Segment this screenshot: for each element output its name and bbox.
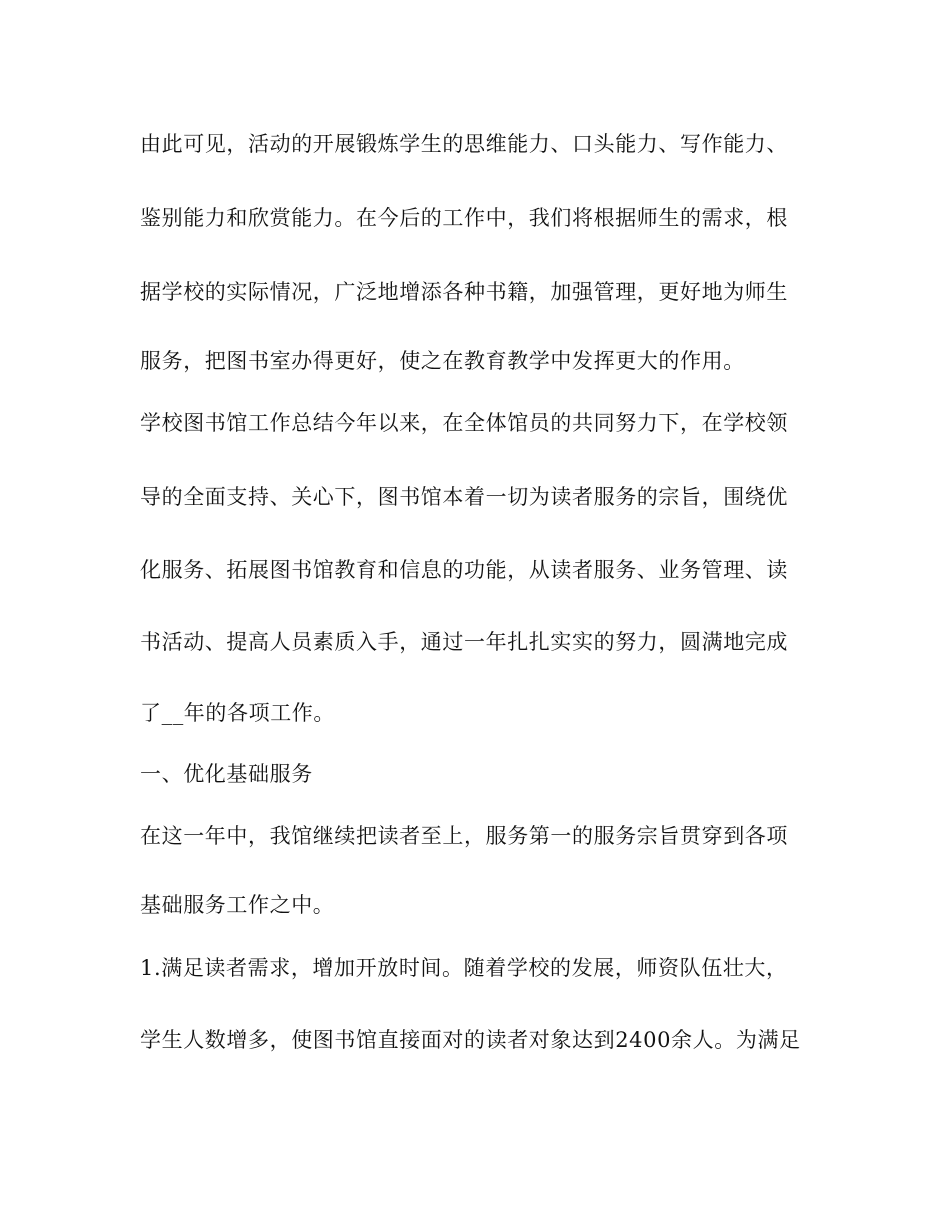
text-line: 据学校的实际情况，广泛地增添各种书籍，加强管理，更好地为师生 [140, 280, 788, 304]
text-line: 在这一年中，我馆继续把读者至上，服务第一的服务宗旨贯穿到各项 [140, 824, 788, 848]
text-line: 化服务、拓展图书馆教育和信息的功能，从读者服务、业务管理、读 [140, 558, 788, 582]
text-line: 服务，把图书室办得更好，使之在教育教学中发挥更大的作用。 [140, 349, 745, 373]
text-line: 导的全面支持、关心下，图书馆本着一切为读者服务的宗旨，围绕优 [140, 485, 788, 509]
text-line: 由此可见，活动的开展锻炼学生的思维能力、口头能力、写作能力、 [140, 132, 788, 156]
section-heading: 一、优化基础服务 [140, 762, 313, 786]
text-line: 基础服务工作之中。 [140, 893, 335, 917]
text-line: 学校图书馆工作总结今年以来，在全体馆员的共同努力下，在学校领 [140, 411, 788, 435]
text-line: 鉴别能力和欣赏能力。在今后的工作中，我们将根据师生的需求，根 [140, 206, 788, 230]
text-line: 1.满足读者需求，增加开放时间。随着学校的发展，师资队伍壮大， [140, 956, 788, 980]
text-line: 了__年的各项工作。 [140, 701, 335, 725]
text-line: 学生人数增多，使图书馆直接面对的读者对象达到2400余人。为满足 [140, 1028, 801, 1052]
text-line: 书活动、提高人员素质入手，通过一年扎扎实实的努力，圆满地完成 [140, 630, 788, 654]
